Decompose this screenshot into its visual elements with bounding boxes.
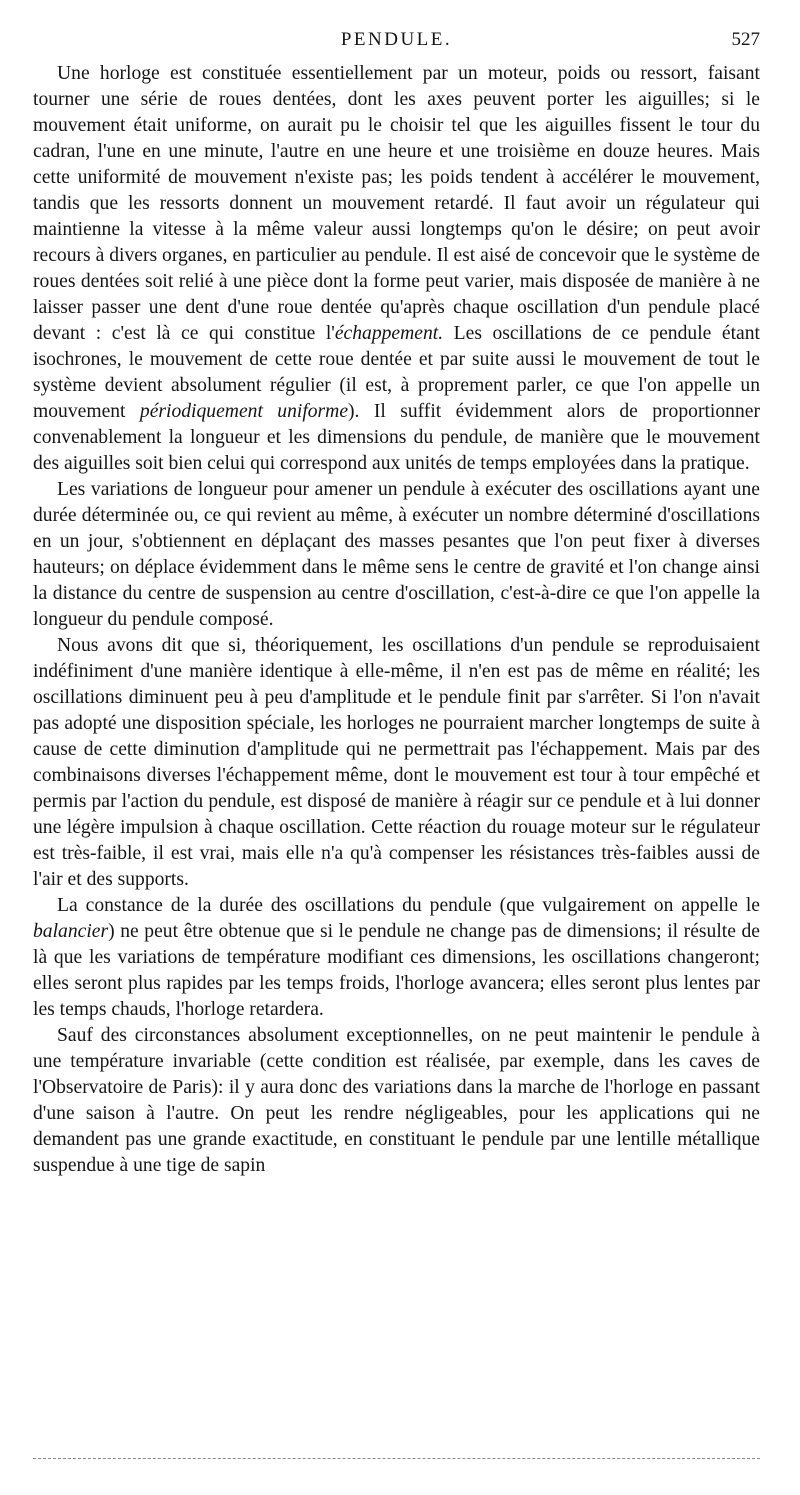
text-segment: ) ne peut être obtenue que si le pendule ne change pas de dimensions; il résulte de là que les variations de température modifiant ces dimensions, les oscillations changeront; elles seront plus rapides par les temps froids, l'horloge avancera; elles seront plus lentes par les temps chauds, l'horloge retardera. [33, 921, 760, 1020]
text-segment: Les oscillations de ce pendule étant isochrones, le mouvement de cette roue dentée et par suite aussi le mouvement de tout le système devient absolument régulier (il est, à proprement parler, ce que l'on appelle un mouvement [33, 323, 760, 422]
text-segment: Une horloge est constituée essentiellement par un moteur, poids ou ressort, faisant tourner une série de roues dentées, dont les axes peuvent porter les aiguilles; si le mouvement était uniforme, on aurait pu le choisir tel que les aiguilles fissent le tour du cadran, l'une en une minute, l'autre en une heure et une troisième en douze heures. Mais cette uniformité de mouvement n'existe pas; les poids tendent à accélérer le mouvement, tandis que les ressorts donnent un mouvement retardé. Il faut avoir un régulateur qui maintienne la vitesse à la même valeur aussi longtemps qu'on le désire; on peut avoir recours à divers organes, en particulier au pendule. Il est aisé de concevoir que le système de roues dentées soit relié à une pièce dont la forme peut varier, mais disposée de manière à ne laisser passer une dent d'une roue dentée qu'après chaque oscillation d'un pendule placé devant : c'est là ce qui constitue l' [33, 63, 760, 344]
footer-rule [33, 1458, 760, 1459]
text-segment: La constance de la durée des oscillations du pendule (que vulgairement on appelle le [57, 895, 760, 916]
italic-term: balancier [33, 921, 109, 942]
book-page [33, 0, 760, 1495]
text-segment: Les variations de longueur pour amener un pendule à exécuter des oscillations ayant une durée déterminée ou, ce qui revient au même, à exécuter un nombre déterminé d'oscillations en un jour, s'obtiennent en déplaçant des masses pesantes que l'on peut fixer à diverses hauteurs; on déplace évidemment dans le même sens le centre de gravité et l'on change ainsi la distance du centre de suspension au centre d'oscillation, c'est-à-dire ce que l'on appelle la longueur du pendule composé. [33, 479, 760, 630]
text-segment: Nous avons dit que si, théoriquement, les oscillations d'un pendule se reproduisaient indéfiniment d'une manière identique à elle-même, il n'en est pas de même en réalité; les oscillations diminuent peu à peu d'amplitude et le pendule finit par s'arrêter. Si l'on n'avait pas adopté une disposition spéciale, les horloges ne pourraient marcher longtemps de suite à cause de cette diminution d'amplitude qui ne permettrait pas l'échappement. Mais par des combinaisons diverses l'échappement même, dont le mouvement est tour à tour empêché et permis par l'action du pendule, est disposé de manière à réagir sur ce pendule et à lui donner une légère impulsion à chaque oscillation. Cette réaction du rouage moteur sur le régulateur est très-faible, il est vrai, mais elle n'a qu'à compenser les résistances très-faibles aussi de l'air et des supports. [33, 635, 760, 890]
italic-term: périodiquement uniforme [139, 401, 349, 422]
paragraph [33, 893, 760, 1023]
paragraph [33, 61, 760, 477]
paragraph [33, 477, 760, 633]
page-number: 527 [731, 29, 760, 50]
italic-term: échappement. [334, 323, 444, 344]
paragraph [33, 1023, 760, 1179]
running-title: PENDULE. [340, 29, 453, 50]
paragraph [33, 633, 760, 893]
body-text [33, 61, 760, 1179]
page-header [33, 29, 760, 57]
text-segment: Sauf des circonstances absolument exceptionnelles, on ne peut maintenir le pendule à une température invariable (cette condition est réalisée, par exemple, dans les caves de l'Observatoire de Paris): il y aura donc des variations dans la marche de l'horloge en passant d'une saison à l'autre. On peut les rendre négligeables, pour les applications qui ne demandent pas une grande exactitude, en constituant le pendule par une lentille métallique suspendue à une tige de sapin [33, 1025, 760, 1176]
text-segment: ). Il suffit évidemment alors de proportionner convenablement la longueur et les dimensions du pendule, de manière que le mouvement des aiguilles soit bien celui qui correspond aux unités de temps employées dans la pratique. [33, 401, 760, 474]
